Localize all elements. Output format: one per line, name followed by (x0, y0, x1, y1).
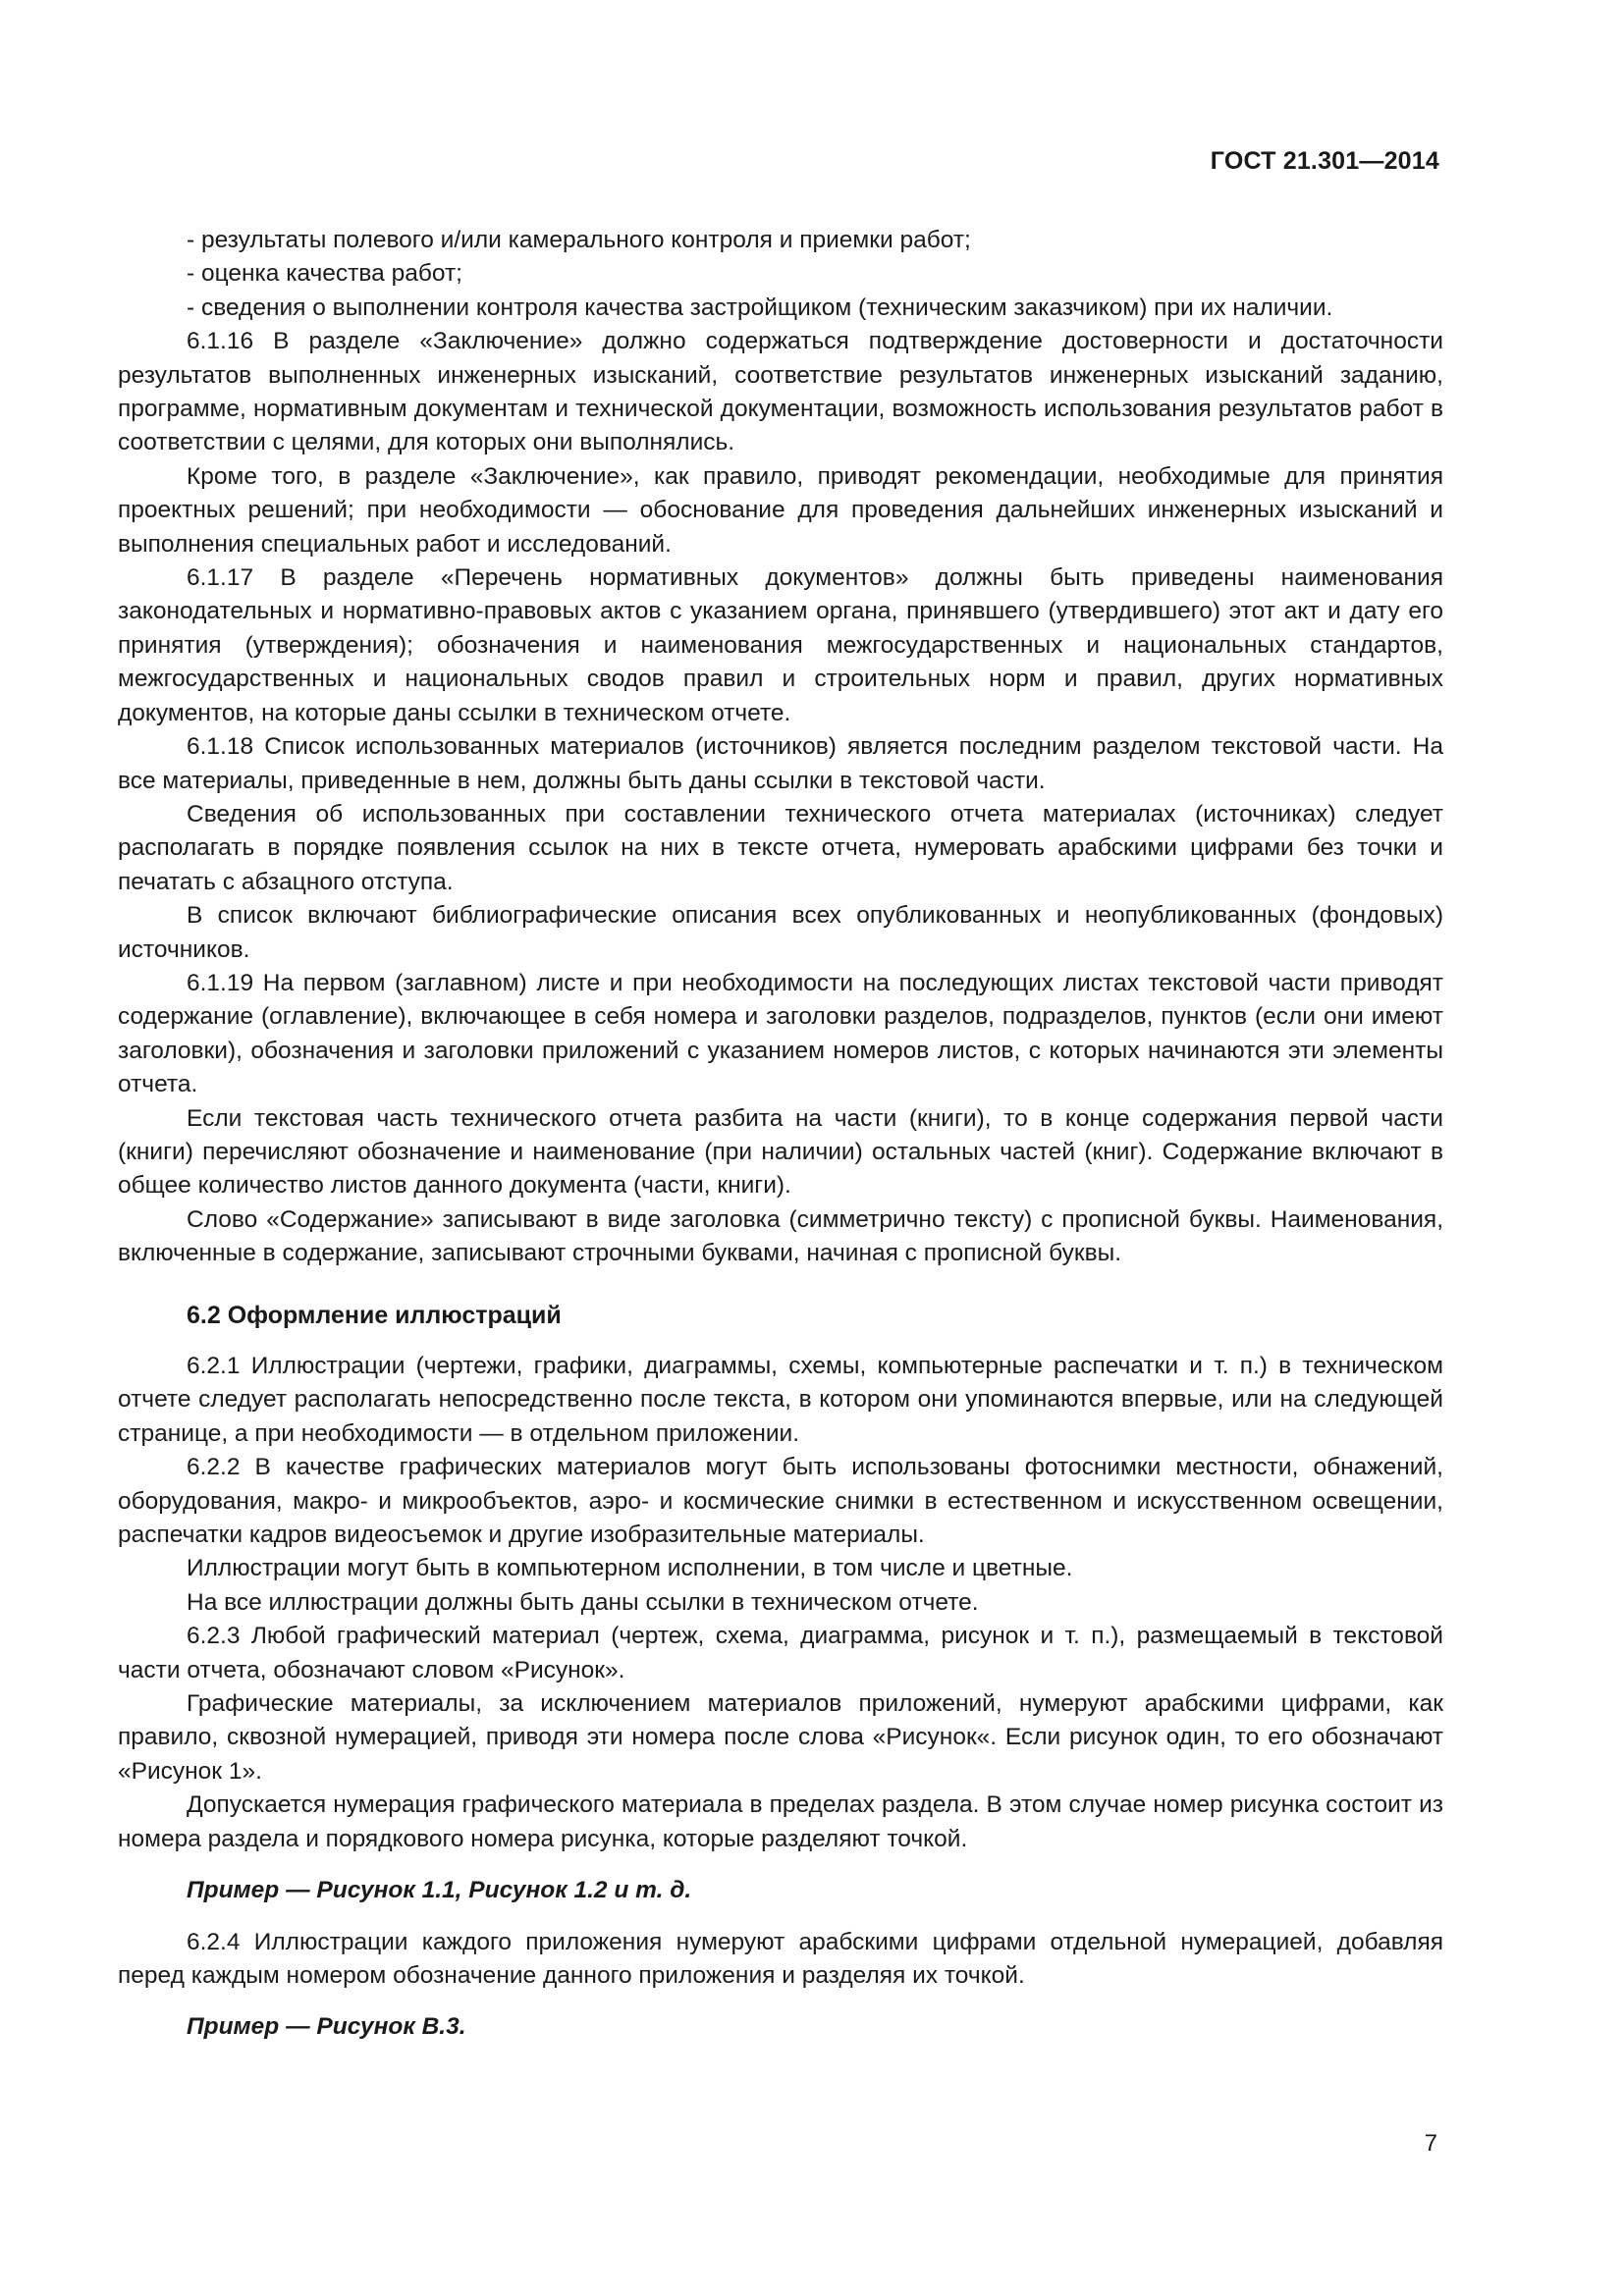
section-title: 6.2 Оформление иллюстраций (187, 1301, 562, 1329)
paragraph: 6.1.18 Список использованных материалов (источников) является последним разделом текстовой части. На все материалы, приведенные в нем, должны быть даны ссылки в текстовой части. (118, 733, 1443, 794)
example-note: Пример — Рисунок В.3. (187, 2013, 466, 2041)
paragraph: 6.2.3 Любой графический материал (чертеж, схема, диаграмма, рисунок и т. п.), размещаемый в текстовой части отчета, обозначают словом «Рисунок». (118, 1623, 1443, 1683)
paragraph: 6.1.17 В разделе «Перечень нормативных документов» должны быть приведены наименования законодательных и нормативно-правовых актов с указанием органа, принявшего (утвердившего) этот акт и дату его принятия (утверждения); обозначения и наименования межгосударственных и национальных стандартов, межгосударственных и национальных сводов правил и строительных норм и правил, других нормативных документов, на которые даны ссылки в техническом отчете. (118, 564, 1443, 726)
paragraph: Сведения об использованных при составлении технического отчета материалах (источниках) следует располагать в порядке появления ссылок на них в тексте отчета, нумеровать арабскими цифрами без точки и печатать с абзацного отступа. (118, 800, 1443, 895)
paragraph: Если текстовая часть технического отчета разбита на части (книги), то в конце содержания первой части (книги) перечисляют обозначение и наименование (при наличии) остальных частей (книг). Содержание включают в общее количество листов данного документа (части, книги). (118, 1104, 1443, 1200)
paragraph: Графические материалы, за исключением материалов приложений, нумеруют арабскими цифрами, как правило, сквозной нумерацией, приводя эти номера после слова «Рисунок«. Если рисунок один, то его обозначают «Рисунок 1». (118, 1690, 1443, 1785)
paragraph: 6.2.2 В качестве графических материалов могут быть использованы фотоснимки местности, обнажений, оборудования, макро- и микрообъектов, аэро- и космические снимки в естественном и искусственном освещении, распечатки кадров видеосъемок и другие изобразительные материалы. (118, 1454, 1443, 1549)
paragraph: Слово «Содержание» записывают в виде заголовка (симметрично тексту) с прописной буквы. Наименования, включенные в содержание, записывают строчными буквами, начиная с прописной буквы. (118, 1205, 1443, 1267)
paragraph: 6.2.4 Иллюстрации каждого приложения нумеруют арабскими цифрами отдельной нумерацией, добавляя перед каждым номером обозначение данного приложения и разделяя их точкой. (118, 1928, 1443, 1989)
paragraph: Допускается нумерация графического материала в пределах раздела. В этом случае номер рисунка состоит из номера раздела и порядкового номера рисунка, которые разделяют точкой. (118, 1791, 1443, 1852)
paragraph: Кроме того, в разделе «Заключение», как правило, приводят рекомендации, необходимые для принятия проектных решений; при необходимости — обоснование для проведения дальнейших инженерных изысканий и выполнения специальных работ и исследований. (118, 462, 1443, 558)
paragraph: 6.1.19 На первом (заглавном) листе и при необходимости на последующих листах текстовой части приводят содержание (оглавление), включающее в себя номера и заголовки разделов, подразделов, пунктов (если они имеют заголовки), обозначения и заголовки приложений с указанием номеров листов, с которых начинаются эти элементы отчета. (118, 969, 1443, 1098)
paragraph: В список включают библиографические описания всех опубликованных и неопубликованных (фондовых) источников. (118, 902, 1443, 963)
paragraph: Иллюстрации могут быть в компьютерном исполнении, в том числе и цветные. (187, 1555, 1073, 1582)
paragraph: 6.2.1 Иллюстрации (чертежи, графики, диаграммы, схемы, компьютерные распечатки и т. п.) в техническом отчете следует располагать непосредственно после текста, в котором они упоминаются впервые, или на следующей странице, а при необходимости — в отдельном приложении. (118, 1353, 1443, 1447)
standard-code-header: ГОСТ 21.301—2014 (1210, 147, 1439, 175)
paragraph: - результаты полевого и/или камерального контроля и приемки работ; (187, 227, 971, 253)
paragraph: - оценка качества работ; (187, 260, 462, 288)
page-number: 7 (1424, 2130, 1437, 2157)
paragraph: 6.1.16 В разделе «Заключение» должно содержаться подтверждение достоверности и достаточности результатов выполненных инженерных изысканий, соответствие результатов инженерных изысканий заданию, программе, нормативным документам и технической документации, возможность использования результатов работ в соответствии с целями, для которых они выполнялись. (118, 328, 1443, 456)
example-note: Пример — Рисунок 1.1, Рисунок 1.2 и т. д. (187, 1877, 692, 1904)
page-body (118, 224, 1443, 2062)
paragraph: На все иллюстрации должны быть даны ссылки в техническом отчете. (187, 1588, 979, 1616)
paragraph: - сведения о выполнении контроля качества застройщиком (техническим заказчиком) при их наличии. (187, 294, 1333, 321)
